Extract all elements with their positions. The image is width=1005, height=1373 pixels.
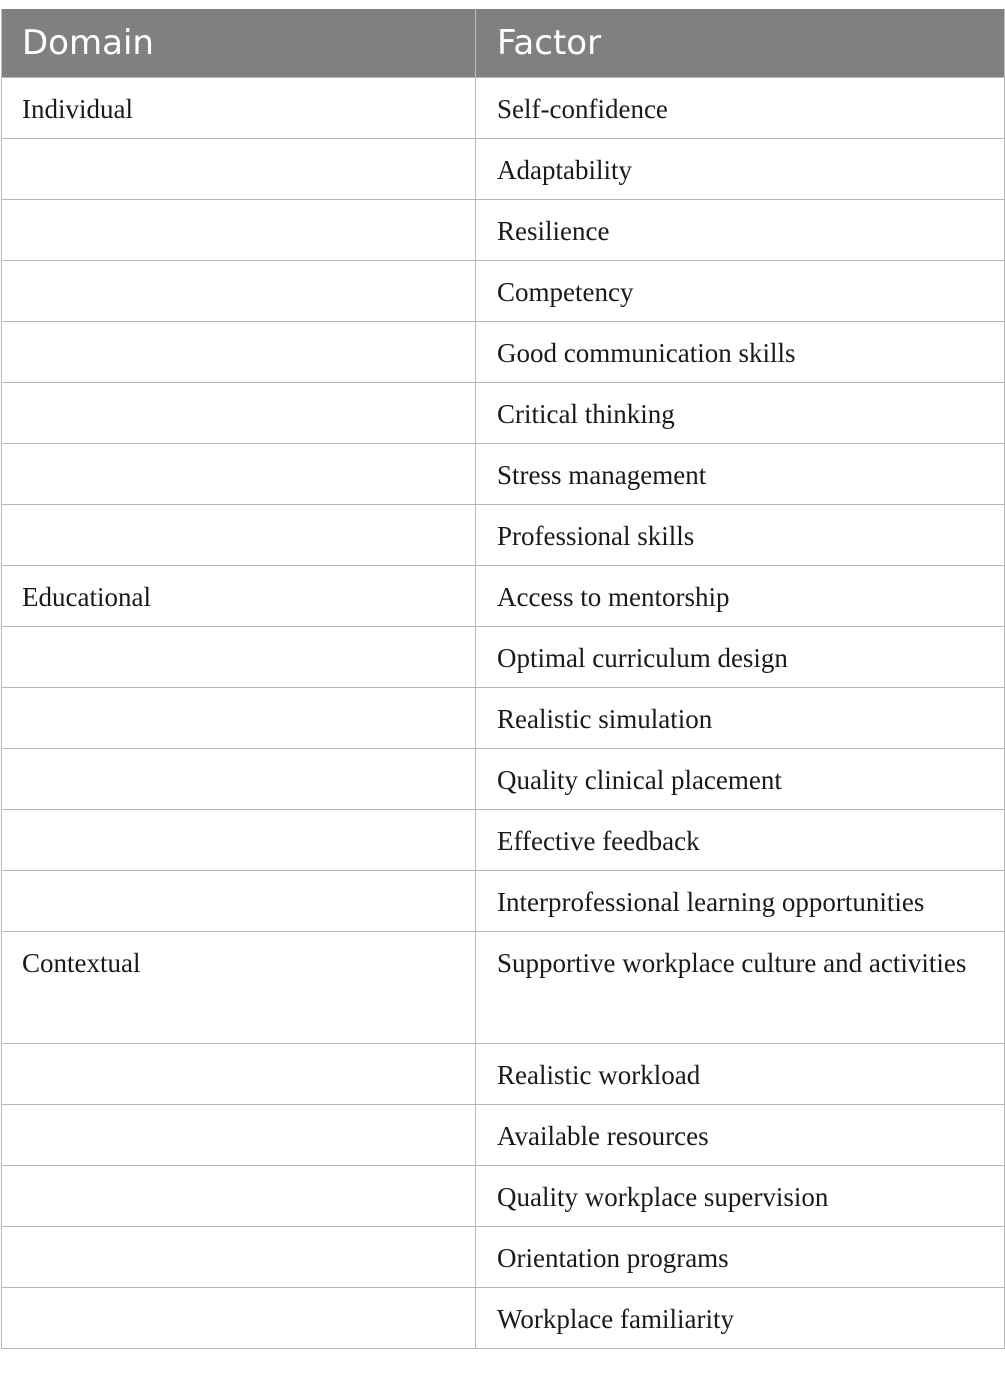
factor-cell: Realistic simulation <box>476 687 1005 748</box>
factor-cell: Workplace familiarity <box>476 1287 1005 1348</box>
domain-cell: Educational <box>2 565 476 626</box>
domain-cell <box>2 260 476 321</box>
domain-factor-table-container <box>1 9 1004 1349</box>
domain-cell <box>2 1104 476 1165</box>
table-row <box>2 260 1005 321</box>
domain-cell <box>2 687 476 748</box>
domain-cell <box>2 1165 476 1226</box>
table-row <box>2 77 1005 138</box>
table-row <box>2 382 1005 443</box>
factor-cell: Good communication skills <box>476 321 1005 382</box>
table-row <box>2 931 1005 1043</box>
factor-cell: Interprofessional learning opportunities <box>476 870 1005 931</box>
factor-cell: Orientation programs <box>476 1226 1005 1287</box>
factor-cell: Realistic workload <box>476 1043 1005 1104</box>
domain-cell <box>2 138 476 199</box>
factor-cell: Optimal curriculum design <box>476 626 1005 687</box>
table-row <box>2 748 1005 809</box>
factor-cell: Stress management <box>476 443 1005 504</box>
domain-cell: Contextual <box>2 931 476 1043</box>
domain-cell <box>2 321 476 382</box>
domain-cell <box>2 443 476 504</box>
header-row <box>2 9 1005 77</box>
factor-cell: Supportive workplace culture and activities <box>476 931 1005 1043</box>
table-row <box>2 321 1005 382</box>
factor-cell: Effective feedback <box>476 809 1005 870</box>
domain-cell <box>2 748 476 809</box>
domain-cell <box>2 870 476 931</box>
factor-cell: Adaptability <box>476 138 1005 199</box>
table-header <box>2 9 1005 77</box>
domain-cell: Individual <box>2 77 476 138</box>
factor-cell: Quality workplace supervision <box>476 1165 1005 1226</box>
domain-cell <box>2 1287 476 1348</box>
domain-cell <box>2 809 476 870</box>
table-row <box>2 687 1005 748</box>
table-row <box>2 870 1005 931</box>
factor-cell: Quality clinical placement <box>476 748 1005 809</box>
table-row <box>2 565 1005 626</box>
factor-cell: Self-confidence <box>476 77 1005 138</box>
domain-cell <box>2 199 476 260</box>
table-row <box>2 199 1005 260</box>
table-row <box>2 138 1005 199</box>
table-row <box>2 809 1005 870</box>
domain-cell <box>2 626 476 687</box>
table-body <box>2 77 1005 1348</box>
table-row <box>2 1104 1005 1165</box>
header-domain: Domain <box>2 9 476 77</box>
factor-cell: Competency <box>476 260 1005 321</box>
table-row <box>2 443 1005 504</box>
factor-cell: Critical thinking <box>476 382 1005 443</box>
factor-cell: Resilience <box>476 199 1005 260</box>
table-row <box>2 504 1005 565</box>
table-row <box>2 1287 1005 1348</box>
factor-cell: Professional skills <box>476 504 1005 565</box>
domain-cell <box>2 382 476 443</box>
factor-cell: Access to mentorship <box>476 565 1005 626</box>
header-factor: Factor <box>476 9 1005 77</box>
domain-cell <box>2 1043 476 1104</box>
table-row <box>2 626 1005 687</box>
table-row <box>2 1226 1005 1287</box>
domain-factor-table <box>1 9 1005 1349</box>
table-row <box>2 1165 1005 1226</box>
domain-cell <box>2 1226 476 1287</box>
domain-cell <box>2 504 476 565</box>
factor-cell: Available resources <box>476 1104 1005 1165</box>
table-row <box>2 1043 1005 1104</box>
